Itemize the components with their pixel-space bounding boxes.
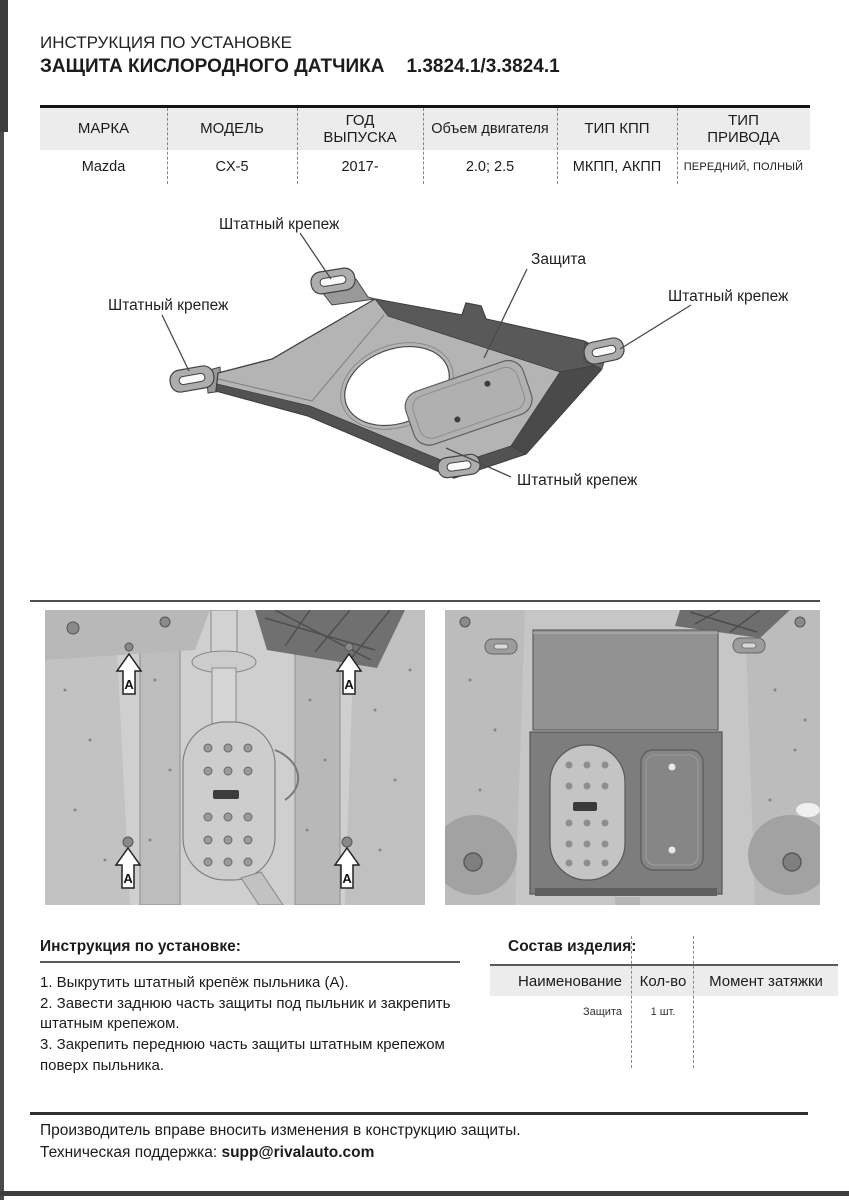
spec-value-engine: 2.0; 2.5 (465, 158, 515, 175)
composition-item-torque (694, 1000, 838, 1024)
callout-fastener-bottom: Штатный крепеж (517, 472, 638, 489)
spec-header-model: МОДЕЛЬ (200, 120, 264, 138)
spec-header-gearbox: ТИП КПП (584, 120, 650, 138)
composition-header-qty: Кол-во (639, 972, 687, 990)
install-step: 2. Завести заднюю часть защиты под пыльник и закрепить штатным крепежом. (40, 994, 451, 1033)
spec-table-data-row (40, 150, 810, 184)
callout-fastener-left: Штатный крепеж (108, 297, 229, 314)
footer-support (40, 1144, 374, 1162)
composition-data-row (490, 1000, 838, 1024)
mounting-tab-right (582, 336, 626, 366)
footer-support-email: supp@rivalauto.com (221, 1144, 375, 1161)
spec-value-brand: Mazda (81, 158, 126, 175)
spec-header-brand: МАРКА (77, 120, 130, 138)
callout-shield: Защита (531, 251, 586, 268)
photo-underbody-before (45, 610, 425, 905)
composition-column-divider (631, 936, 632, 1068)
fastener-bolt (342, 837, 352, 847)
install-step: 3. Закрепить переднюю часть защиты штатным крепежом поверх пыльника. (40, 1036, 445, 1074)
installed-shield-plate (530, 732, 722, 896)
callout-fastener-top: Штатный крепеж (219, 216, 340, 233)
scan-edge-bottom (0, 1191, 849, 1196)
spec-table-header-row (40, 108, 810, 150)
install-heading-rule (40, 961, 460, 963)
install-step: 1. Выкрутить штатный крепёж пыльника (А). (40, 974, 349, 991)
svg-text:А: А (344, 677, 354, 692)
spec-value-gearbox: МКПП, АКПП (572, 158, 662, 175)
composition-item-name: Защита (583, 1006, 622, 1018)
composition-item-qty: 1 шт. (650, 1006, 676, 1018)
document-subtitle: ИНСТРУКЦИЯ ПО УСТАНОВКЕ (40, 33, 292, 52)
composition-header-name: Наименование (518, 972, 622, 990)
exhaust-pipe-tip (615, 897, 640, 905)
svg-text:А: А (123, 871, 133, 886)
footer-rule (30, 1112, 808, 1115)
svg-text:А: А (342, 871, 352, 886)
spec-value-model: CX-5 (215, 158, 249, 175)
document-title: ЗАЩИТА КИСЛОРОДНОГО ДАТЧИКА (40, 56, 385, 77)
fastener-bolt (123, 837, 133, 847)
dust-cover-panel (533, 630, 718, 730)
spec-column-divider (423, 108, 424, 184)
fastener-bolt (345, 643, 353, 651)
composition-column-divider (693, 936, 694, 1068)
svg-text:А: А (124, 677, 134, 692)
composition-header-row (490, 966, 838, 996)
spec-value-year: 2017- (341, 158, 379, 175)
spec-value-drive: ПЕРЕДНИЙ, ПОЛНЫЙ (683, 160, 804, 173)
composition-header-torque: Момент затяжки (709, 972, 823, 990)
spec-header-engine: Объем двигателя (431, 120, 549, 137)
install-section-heading: Инструкция по установке: (40, 938, 241, 955)
scan-edge-left-top (0, 0, 8, 132)
spec-column-divider (297, 108, 298, 184)
shield-plate-drawing (160, 253, 660, 503)
fastener-bolt (125, 643, 133, 651)
document-title-row (40, 56, 560, 78)
spec-column-divider (557, 108, 558, 184)
spec-header-drive: ТИП ПРИВОДА (707, 111, 780, 146)
spec-column-divider (677, 108, 678, 184)
spec-header-year: ГОД ВЫПУСКА (323, 111, 397, 146)
footer-support-label: Техническая поддержка: (40, 1144, 218, 1161)
callout-fastener-right: Штатный крепеж (668, 288, 789, 305)
spec-column-divider (167, 108, 168, 184)
section-divider (30, 600, 820, 602)
scan-edge-left (0, 0, 4, 1200)
footer-note: Производитель вправе вносить изменения в конструкцию защиты. (40, 1122, 521, 1139)
install-steps (40, 973, 485, 1076)
composition-heading: Состав изделия: (508, 938, 637, 955)
part-numbers: 1.3824.1/3.3824.1 (406, 56, 560, 77)
photo-underbody-after (445, 610, 820, 905)
